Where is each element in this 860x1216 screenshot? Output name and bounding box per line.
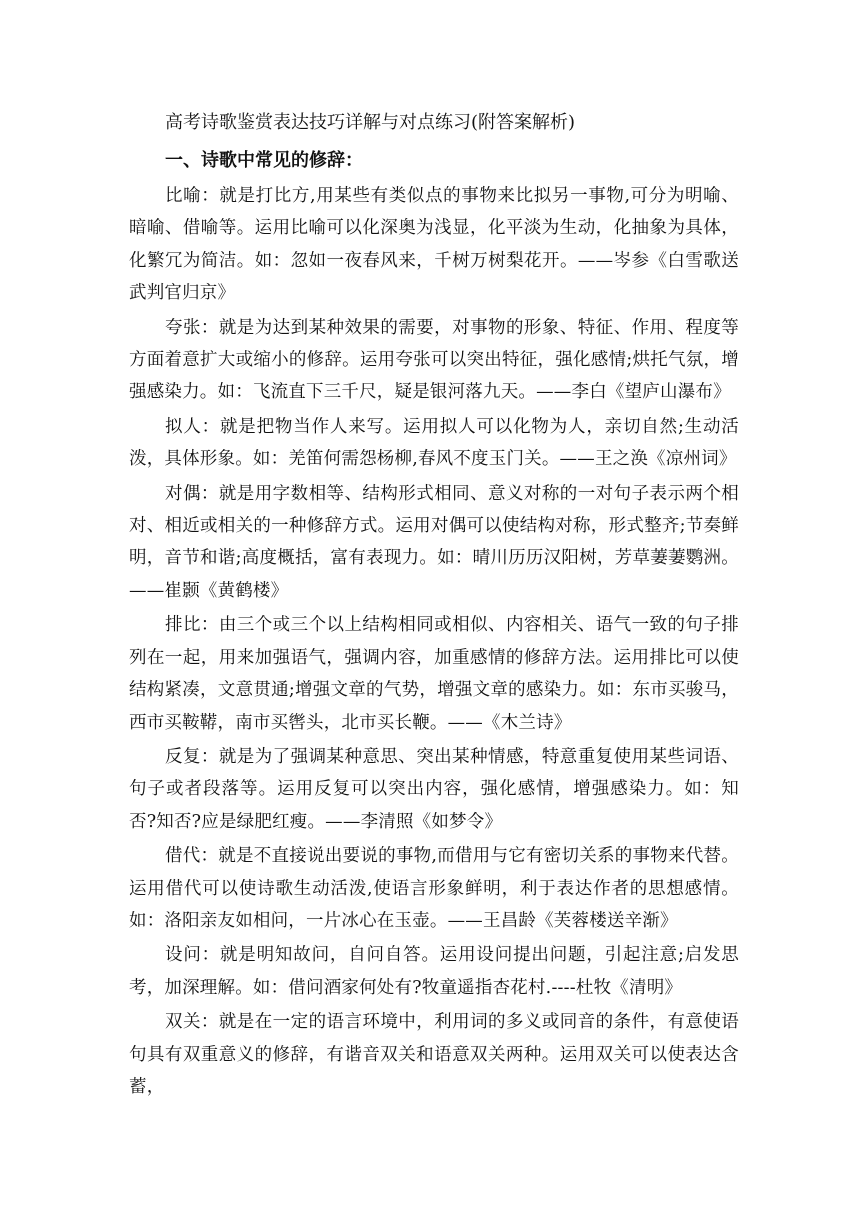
term-label: 设问 [165,945,202,966]
paragraph-text: 由三个或三个以上结构相同或相似、内容相关、语气一致的句子排列在一起，用来加强语气，强调内容，加重感情的修辞方法。运用排比可以使结构紧凑，文意贯通;增强文章的气势，增强文章的感染力。如：东市买骏马，西市买鞍鞯，南市买辔头，北市买长鞭。——《木兰诗》 [129,615,739,733]
paragraph-text: 就是为达到某种效果的需要，对事物的形象、特征、作用、程度等方面着意扩大或缩小的修辞。运用夸张可以突出特征，强化感情;烘托气氛，增强感染力。如：飞流直下三千尺，疑是银河落九天。——李白《望庐山瀑布》 [129,317,739,403]
term-label: 排比 [165,615,201,636]
paragraph-antithesis [129,478,739,608]
paragraph-text: 就是不直接说出要说的事物,而借用与它有密切关系的事物来代替。运用借代可以使诗歌生动活泼,使语言形象鲜明，利于表达作者的思想感情。如：洛阳亲友如相问，一片冰心在玉壶。——王昌龄《芙蓉楼送辛渐》 [129,846,739,931]
paragraph-rhetorical-question [129,939,739,1004]
term-label: 反复 [165,746,201,767]
term-separator: ： [201,945,220,966]
paragraph-text: 就是为了强调某种意思、突出某种情感，特意重复使用某些词语、句子或者段落等。运用反复可以突出内容，强化感情，增强感染力。如：知否?知否?应是绿肥红瘦。——李清照《如梦令》 [129,746,739,832]
term-label: 比喻 [165,186,202,206]
paragraph-repetition [129,741,739,838]
term-label: 借代 [165,846,201,867]
paragraph-personification [129,411,739,476]
paragraph-metonymy [129,840,739,937]
term-separator: ： [200,483,219,504]
term-label: 对偶 [165,483,201,504]
term-separator: ： [200,1012,219,1033]
term-separator: ： [201,186,220,206]
document-title: 高考诗歌鉴赏表达技巧详解与对点练习(附答案解析) [165,112,576,133]
paragraph-text: 就是明知故问，自问自答。运用设问提出问题，引起注意;启发思考，加深理解。如：借问酒家何处有?牧童遥指杏花村.----杜牧《清明》 [129,945,739,998]
paragraph-hyperbole [129,312,739,409]
term-separator: ： [200,746,219,767]
term-separator: ： [200,317,219,338]
paragraph-parallelism [129,609,739,739]
term-separator: ： [200,615,219,636]
document-body [129,104,739,1105]
section-heading: 一、诗歌中常见的修辞： [165,150,363,171]
term-label: 夸张 [165,317,201,338]
term-separator: ： [201,416,220,437]
paragraph-pun [129,1006,739,1103]
paragraph-text: 就是把物当作人来写。运用拟人可以化物为人，亲切自然;生动活泼，具体形象。如：羌笛何需怨杨柳,春风不度玉门关。——王之涣《凉州词》 [129,416,739,470]
term-label: 双关 [165,1012,201,1033]
term-label: 拟人 [165,416,202,437]
paragraph-simile [129,180,739,310]
paragraph-text: 就是在一定的语言环境中，利用词的多义或同音的条件，有意使语句具有双重意义的修辞，有谐音双关和语意双关两种。运用双关可以使表达含蓄， [129,1012,739,1097]
term-separator: ： [200,846,219,867]
paragraph-text: 就是用字数相等、结构形式相同、意义对称的一对句子表示两个相对、相近或相关的一种修辞方式。运用对偶可以使结构对称，形式整齐;节奏鲜明，音节和谐;高度概括，富有表现力。如：晴川历历汉阳树，芳草萋萋鹦洲。——崔颢《黄鹤楼》 [129,483,739,601]
paragraph-text: 就是打比方,用某些有类似点的事物来比拟另一事物,可分为明喻、暗喻、借喻等。运用比喻可以化深奥为浅显，化平淡为生动，化抽象为具体，化繁冗为简洁。如：忽如一夜春风来，千树万树梨花开。——岑参《白雪歌送武判官归京》 [129,186,740,304]
